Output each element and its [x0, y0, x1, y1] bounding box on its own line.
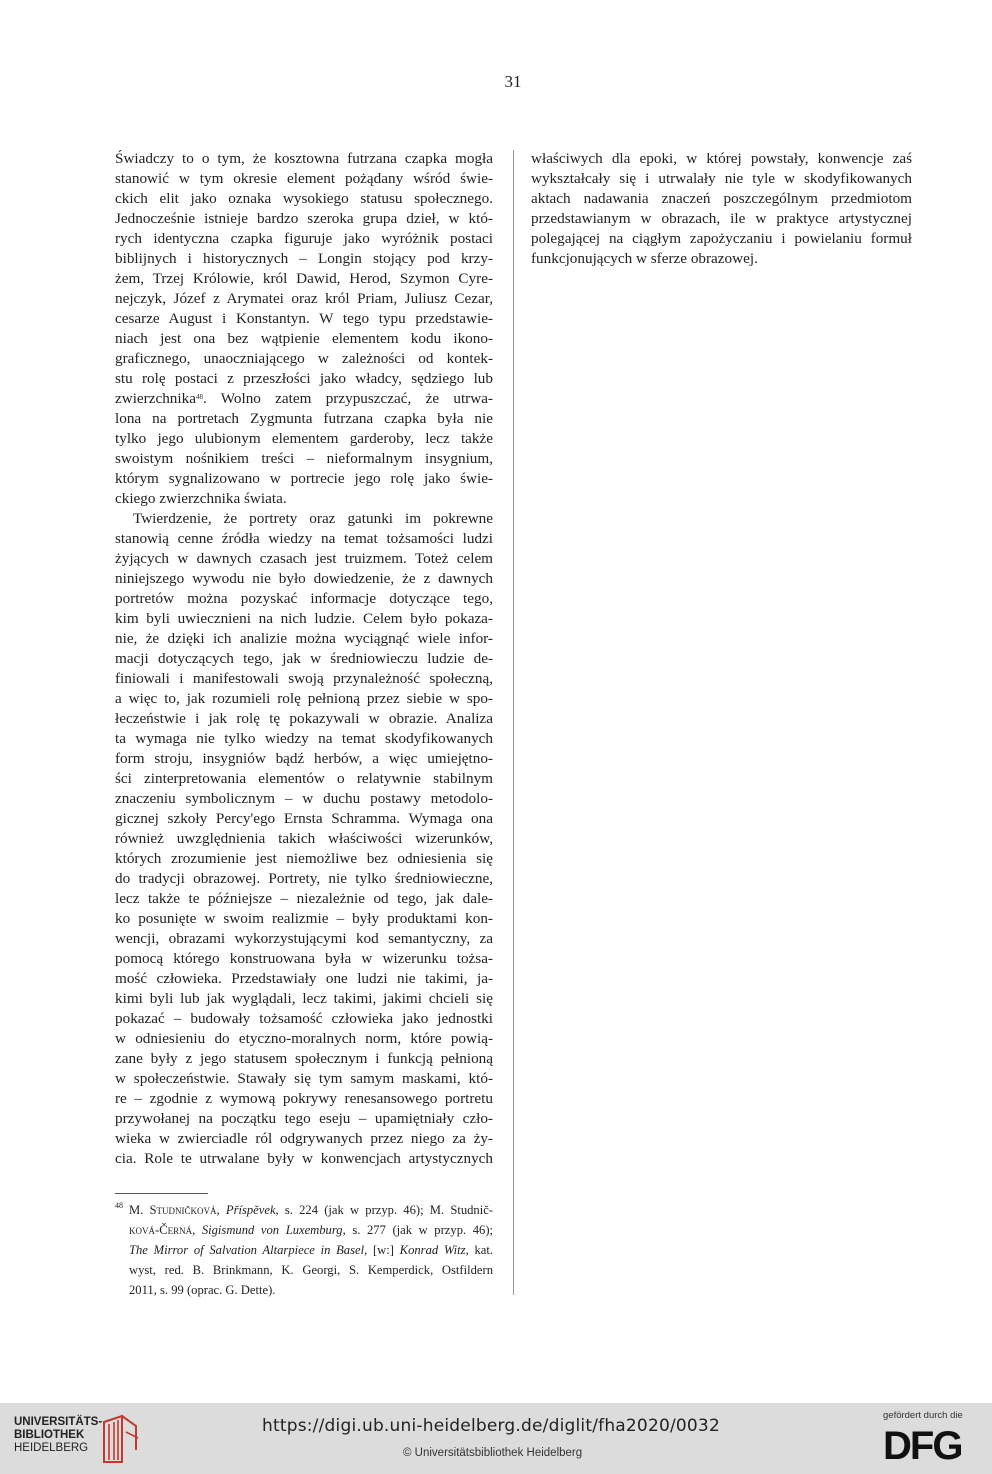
- text-line: żem, Trzej Królowie, król Dawid, Herod, Szymon Cyre-: [115, 270, 493, 287]
- page-number: 31: [504, 72, 522, 91]
- footnote-number: 48: [115, 1201, 123, 1210]
- university-library-logo[interactable]: [14, 1412, 144, 1464]
- text-line: aktach nadawania znaczeń poszczególnym przedmiotom: [531, 190, 912, 207]
- text-line: znaczeniu symbolicznym – w duchu postawy metodolo-: [115, 790, 493, 807]
- funding-caption: gefördert durch die: [883, 1410, 963, 1421]
- text-line: finiowali i manifestowali swoją przynależność społeczną,: [115, 670, 493, 687]
- text-line: łeczeństwie i jak rolę tę pokazywali w obrazie. Analiza: [115, 710, 493, 727]
- text-line: Jednocześnie istnieje bardzo szeroka grupa dzieł, w któ-: [115, 210, 493, 227]
- footnote-author: M. Studničková: [129, 1203, 217, 1217]
- text-line: żyjących w dawnych czasach jest truizmem. Toteż celem: [115, 550, 493, 567]
- footnote-line: [115, 1240, 493, 1260]
- footnote-text: , kat.: [465, 1243, 493, 1257]
- text-line: niach jest ona bez wątpienie elementem kodu ikono-: [115, 330, 493, 347]
- footnote-line: wyst, red. B. Brinkmann, K. Georgi, S. Kemperdick, Ostfildern: [129, 1263, 493, 1277]
- footnote-text: , [w:]: [364, 1243, 400, 1257]
- text-line: którym sygnalizowano w portrecie jego rolę jako świe-: [115, 470, 493, 487]
- text-line-with-footnote-ref: [115, 389, 493, 409]
- text-line: lona na portretach Zygmunta futrzana czapka była nie: [115, 410, 493, 427]
- right-column: [531, 149, 912, 269]
- text-line: portretów można pozyskać informacje dotyczące tego,: [115, 590, 493, 607]
- footnote-48: [115, 1200, 493, 1300]
- footnote-text: , s. 277 (jak w przyp. 46);: [342, 1223, 494, 1237]
- text-line: stanowić w tym okresie element pożądany wśród świe-: [115, 170, 493, 187]
- footnote-title: Konrad Witz: [399, 1243, 466, 1257]
- text-line: kim byli uwiecznieni na nich ludzie. Celem było pokaza-: [115, 610, 493, 627]
- text-line: a więc to, jak rozumieli rolę pełnioną przez siebie w spo-: [115, 690, 493, 707]
- footer-bar: [0, 1403, 992, 1474]
- text-line: form stroju, insygniów bądź herbów, a więc umiejętno-: [115, 750, 493, 767]
- text-line: re – zgodnie z wymową pokrywy renesansowego portretu: [115, 1090, 493, 1107]
- text-line: ta wymaga nie tylko wiedzy na temat skodyfikowanych: [115, 730, 493, 747]
- text-line: lecz także te późniejsze – niezależnie od tego, jak dale-: [115, 890, 493, 907]
- library-mark-icon: [100, 1412, 142, 1464]
- text-line: mość człowieka. Przedstawiały one ludzi nie takimi, ja-: [115, 970, 493, 987]
- text-line: stu rolę postaci z przeszłości jako władcy, sędziego lub: [115, 370, 493, 387]
- text-line: Twierdzenie, że portrety oraz gatunki im pokrewne: [133, 510, 493, 527]
- footnote-rule: [115, 1193, 208, 1194]
- text-line: tylko jego ulubionym elementem garderoby, lecz także: [115, 430, 493, 447]
- text-line: nejczyk, Józef z Arymatei oraz król Priam, Juliusz Cezar,: [115, 290, 493, 307]
- text-line: ści zinterpretowania elementów o relatywnie stabilnym: [115, 770, 493, 787]
- text-fragment: zwierzchnika: [115, 390, 196, 407]
- library-name: [14, 1416, 102, 1455]
- dfg-funding-logo[interactable]: [880, 1410, 980, 1466]
- footnote-title: Sigismund von Luxemburg: [201, 1223, 343, 1237]
- footnote-line: 2011, s. 99 (oprac. G. Dette).: [129, 1283, 276, 1297]
- text-line: ko posunięte w swoim realizmie – były produktami kon-: [115, 910, 493, 927]
- text-line: pomocą którego konstruowana była w wizerunku tożsa-: [115, 950, 493, 967]
- text-line: wencji, obrazami wykorzystującymi kod semantyczny, za: [115, 930, 493, 947]
- footnote-text: , s. 224 (jak w przyp. 46); M. Studnič-: [275, 1203, 493, 1217]
- text-line: cia. Role te utrwalane były w konwencjach artystycznych: [115, 1150, 493, 1167]
- dfg-logo-text: DFG: [883, 1424, 962, 1468]
- footnote-line: ková-Černá, Sigismund von Luxemburg, s. 277 (jak w przyp. 46);: [129, 1223, 494, 1237]
- text-line: wieka w zwierciadle ról odgrywanych przez niego za ży-: [115, 1130, 493, 1147]
- text-line: macji dotyczących tego, jak w średniowieczu ludzie de-: [115, 650, 493, 667]
- text-line: w społeczeństwie. Stawały się tym samym maskami, któ-: [115, 1070, 493, 1087]
- text-line: Świadczy to o tym, że kosztowna futrzana czapka mogła: [115, 150, 493, 167]
- footnote-line: M. Studničková, Příspěvek, s. 224 (jak w przyp. 46); M. Studnič-: [129, 1203, 493, 1217]
- text-line: ckiego zwierzchnika świata.: [115, 490, 287, 507]
- text-line: nie, że dzięki ich analizie można wyciągnąć wiele infor-: [115, 630, 493, 647]
- copyright-notice: © Universitätsbibliothek Heidelberg: [403, 1447, 583, 1459]
- text-line: w odniesieniu do etyczno-moralnych norm, które powią-: [115, 1030, 493, 1047]
- text-fragment: . Wolno zatem przypuszczać, że utrwa-: [202, 390, 493, 407]
- text-line: do tradycji obrazowej. Portrety, nie tylko średniowieczne,: [115, 870, 493, 887]
- text-line: przywołanej na początku tego eseju – upamiętniały czło-: [115, 1110, 493, 1127]
- text-line: graficznego, unaoczniającego w zależności od kontek-: [115, 350, 493, 367]
- text-line: rych identyczna czapka figuruje jako wyróżnik postaci: [115, 230, 493, 247]
- column-divider: [513, 150, 514, 1295]
- footnote-title: Příspěvek: [225, 1203, 276, 1217]
- document-url-link[interactable]: https://digi.ub.uni-heidelberg.de/diglit/fha2020/0032: [262, 1416, 720, 1436]
- text-line: właściwych dla epoki, w której powstały, konwencje zaś: [531, 150, 912, 167]
- text-line: funkcjonujących w sferze obrazowej.: [531, 250, 758, 267]
- text-line: gicznej szkoły Percy'ego Ernsta Schramma. Wymaga ona: [115, 810, 493, 827]
- text-line: zane były z jego statusem społecznym i funkcją pełnioną: [115, 1050, 493, 1067]
- left-column: [115, 149, 493, 1169]
- text-line: swoistym nośnikiem treści – nieformalnym insygnium,: [115, 450, 493, 467]
- text-line: przedstawianym w obrazach, ile w praktyce artystycznej: [531, 210, 912, 227]
- text-line: stanowią cenne źródła wiedzy na temat tożsamości ludzi: [115, 530, 493, 547]
- text-line: również uwzględnienia takich właściwości wizerunków,: [115, 830, 493, 847]
- footnote-title: The Mirror of Salvation Altarpiece in Basel: [129, 1243, 365, 1257]
- library-name-line: UNIVERSITÄTS-: [14, 1416, 103, 1428]
- footnote-ref-48[interactable]: 48: [195, 393, 203, 401]
- text-line: biblijnych i historycznych – Longin stojący pod krzy-: [115, 250, 493, 267]
- text-line: pokazać – budowały tożsamość człowieka jako jednostki: [115, 1010, 493, 1027]
- text-line: cesarze August i Konstantyn. W tego typu przedstawie-: [115, 310, 493, 327]
- text-line: niniejszego wywodu nie było dowiedzenie, że z dawnych: [115, 570, 493, 587]
- text-line: kimi byli lub jak wyglądali, lecz takimi, jakimi chcieli się: [115, 990, 493, 1007]
- text-line: wykształcały się i utrwalały nie tyle w skodyfikowanych: [531, 170, 912, 187]
- text-line: ckich elit jako oznaka wysokiego statusu społecznego.: [115, 190, 493, 207]
- library-name-line: BIBLIOTHEK: [14, 1429, 85, 1441]
- library-name-line: HEIDELBERG: [14, 1442, 89, 1454]
- footnote-author: ková-Černá: [129, 1223, 193, 1237]
- text-line: których zrozumienie jest niemożliwe bez odniesienia się: [115, 850, 493, 867]
- text-line: polegającej na ciągłym zapożyczaniu i powielaniu formuł: [531, 230, 912, 247]
